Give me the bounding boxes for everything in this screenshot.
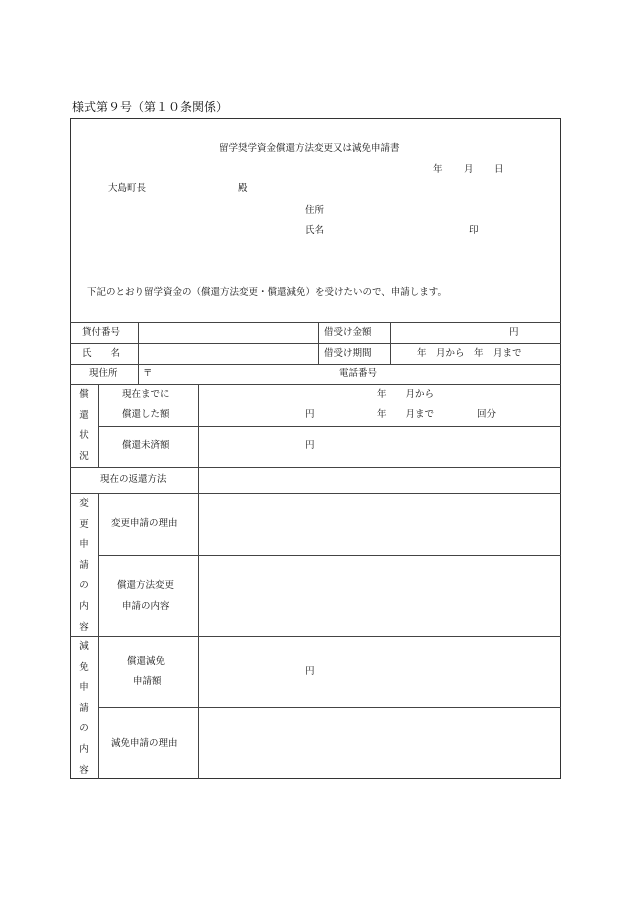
borrow-period-label: 借受け期間	[324, 348, 372, 359]
postal-mark: 〒	[143, 368, 153, 379]
row-rule	[98, 707, 561, 708]
borrowed-amount-label: 借受け金額	[324, 327, 372, 338]
repaid-label-line2: 償還した額	[122, 409, 170, 420]
col-rule	[318, 322, 319, 364]
row-rule	[70, 364, 561, 365]
col-rule	[98, 384, 99, 467]
date-year: 年	[433, 164, 443, 175]
repaid-installments: 回分	[477, 409, 497, 420]
date-day: 日	[494, 164, 504, 175]
col-rule	[138, 364, 139, 384]
method-change-label-line1: 償還方法変更	[117, 580, 175, 591]
date-month: 月	[464, 164, 474, 175]
reduction-section-label: 減 免 申 請 の 内 容	[79, 641, 89, 776]
unpaid-amount-label: 償還未済額	[122, 440, 170, 451]
col-rule	[138, 322, 139, 364]
row-rule	[70, 343, 561, 344]
phone-number-label: 電話番号	[339, 368, 378, 379]
address-label: 住所	[305, 205, 325, 216]
applicant-name-label: 氏名	[305, 225, 325, 236]
repaid-label-line1: 現在までに	[122, 389, 170, 400]
honorific: 殿	[238, 183, 248, 194]
row-rule	[98, 555, 561, 556]
borrowed-amount-yen: 円	[509, 327, 519, 338]
loan-number-label: 貸付番号	[82, 327, 121, 338]
repayment-status-label: 償 還 状 況	[79, 389, 89, 462]
seal-mark: 印	[469, 225, 479, 236]
row-rule	[70, 493, 561, 494]
reduction-amount-yen: 円	[305, 666, 315, 677]
current-address-label: 現住所	[89, 368, 118, 379]
col-rule	[198, 384, 199, 779]
form-number-label: 様式第９号（第１０条関係）	[72, 100, 229, 114]
current-method-label: 現在の返還方法	[100, 474, 167, 485]
form-title: 留学奨学資金償還方法変更又は減免申請書	[219, 143, 400, 154]
table-top-rule	[70, 322, 561, 323]
repaid-amount-yen: 円	[305, 409, 315, 420]
application-statement: 下記のとおり留学資金の（償還方法変更・償還減免）を受けたいので、申請します。	[87, 287, 448, 298]
row-rule	[70, 636, 561, 637]
row-rule	[70, 467, 561, 468]
row-rule	[70, 384, 561, 385]
borrow-period-text: 年 月から 年 月まで	[417, 348, 522, 359]
change-section-label: 変 更 申 請 の 内 容	[79, 498, 89, 633]
col-rule	[390, 322, 391, 364]
reduction-amount-label-line2: 申請額	[133, 676, 162, 687]
repaid-until: 年 月まで	[377, 409, 435, 420]
unpaid-amount-yen: 円	[305, 440, 315, 451]
change-reason-label: 変更申請の理由	[111, 518, 178, 529]
row-rule	[98, 426, 561, 427]
reduction-amount-label-line1: 償還減免	[127, 656, 166, 667]
reduction-reason-label: 減免申請の理由	[111, 738, 178, 749]
method-change-label-line2: 申請の内容	[122, 601, 170, 612]
borrower-name-label: 氏 名	[82, 348, 121, 359]
col-rule	[98, 493, 99, 779]
repaid-from: 年 月から	[377, 389, 435, 400]
addressee: 大島町長	[108, 183, 147, 194]
